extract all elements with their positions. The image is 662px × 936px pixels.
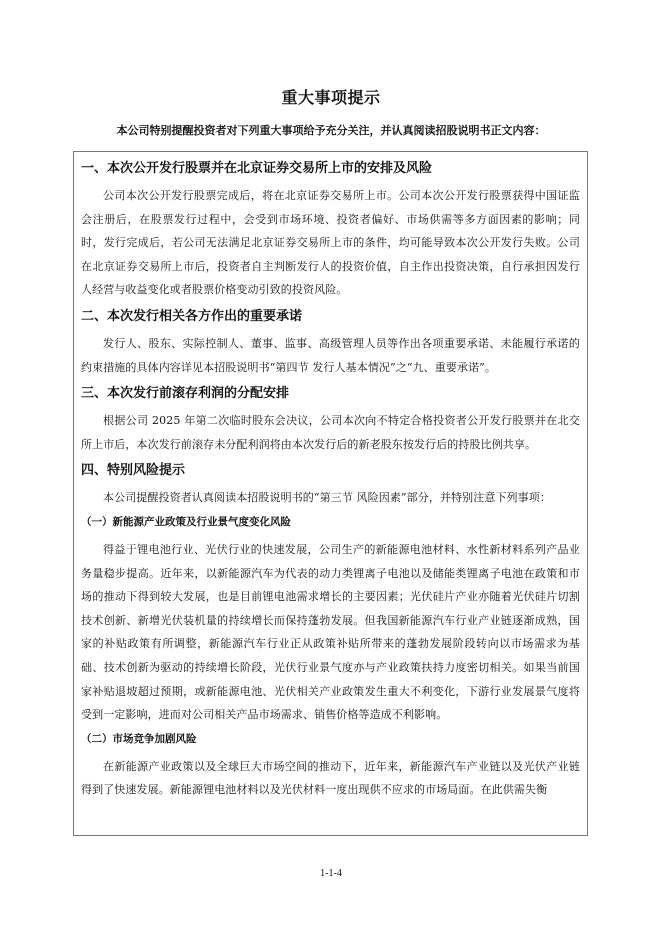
page-number: 1-1-4 xyxy=(320,868,342,879)
section-4-paragraph: 本公司提醒投资者认真阅读本招股说明书的“第三节 风险因素”部分，并特别注意下列事项： xyxy=(103,491,551,505)
section-2-heading: 二、本次发行相关各方作出的重要承诺 xyxy=(81,308,303,324)
section-4-heading: 四、特别风险提示 xyxy=(81,463,186,479)
content-frame xyxy=(73,151,588,836)
section-1-paragraph: 公司本次公开发行股票完成后，将在北京证券交易所上市。公司本次公开发行股票获得中国证监会注册后，在股票发行过程中，会受到市场环境、投资者偏好、市场供需等多方面因素的影响；同时，发行完成后，若公司无法满足北京证券交易所上市的条件，均可能导致本次公开发行失败。公司在北京证券交易所上市后，投资者自主判断发行人的投资价值，自主作出投资决策，自行承担因发行人经营与收益变化或者股票价格变动引致的投资风险。 xyxy=(81,189,580,297)
subsection-2-heading: （二）市场竞争加剧风险 xyxy=(81,732,197,745)
page-title: 重大事项提示 xyxy=(281,88,381,107)
subsection-1-paragraph: 得益于锂电池行业、光伏行业的快速发展，公司生产的新能源电池材料、水性新材料系列产品业务量稳步提高。近年来，以新能源汽车为代表的动力类锂离子电池以及储能类锂离子电池在政策和市场的推动下得到较大发展，也是目前锂电池需求增长的主要因素；光伏硅片产业亦随着光伏硅片切割技术创新、新增光伏装机量的持续增长而保持蓬勃发展。但我国新能源汽车行业产业链逐渐成熟，国家的补贴政策有所调整，新能源汽车行业正从政策补贴所带来的蓬勃发展阶段转向以市场需求为基础、技术创新为驱动的持续增长阶段，光伏行业景气度亦与产业政策扶持力度密切相关。如果当前国家补贴退坡超过预期，或新能源电池、光伏相关产业政策发生重大不利变化，下游行业发展景气度将受到一定影响，进而对公司相关产品市场需求、销售价格等造成不利影响。 xyxy=(81,542,580,722)
section-1-heading: 一、本次公开发行股票并在北京证券交易所上市的安排及风险 xyxy=(81,161,433,176)
section-3-heading: 三、本次发行前滚存利润的分配安排 xyxy=(81,386,290,402)
section-3-paragraph: 根据公司 2025 年第二次临时股东会决议，公司本次向不特定合格投资者公开发行股票并在北交所上市后，本次发行前滚存未分配利润将由本次发行后的新老股东按发行后的持股比例共享。 xyxy=(81,414,580,451)
notice-text: 本公司特别提醒投资者对下列重大事项给予充分关注，并认真阅读招股说明书正文内容： xyxy=(116,124,546,137)
subsection-1-heading: （一）新能源产业政策及行业景气度变化风险 xyxy=(81,515,291,528)
section-2-paragraph: 发行人、股东、实际控制人、董事、监事、高级管理人员等作出各项重要承诺、未能履行承诺的约束措施的具体内容详见本招股说明书“第四节 发行人基本情况”之“九、重要承诺”。 xyxy=(81,336,580,374)
subsection-2-paragraph: 在新能源产业政策以及全球巨大市场空间的推动下，近年来，新能源汽车产业链以及光伏产业链得到了快速发展。新能源锂电池材料以及光伏材料一度出现供不应求的市场局面。在此供需失衡 xyxy=(81,759,580,797)
